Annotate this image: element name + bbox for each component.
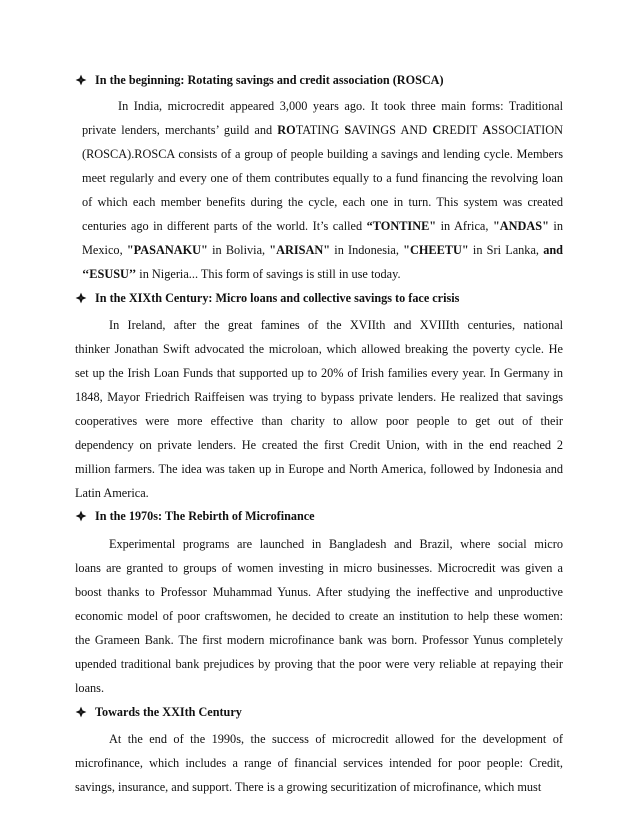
body-text-line: microfinance, which includes a range of financial services intended for poor people: Credit, (75, 756, 563, 770)
text-run: in Sri Lanka, (468, 243, 544, 257)
bold-text-run: "ANDAS" (492, 219, 549, 233)
text-run: in Indonesia, (330, 243, 404, 257)
body-text-line (82, 242, 563, 258)
diamond-bullet-icon (75, 706, 87, 718)
bold-text-run: "PASANAKU" (126, 243, 208, 257)
text-run: SSOCIATION (491, 123, 563, 137)
text-run: REDIT (441, 123, 483, 137)
section-heading-text: In the XIXth Century: Micro loans and collective savings to face crisis (95, 291, 460, 305)
bold-text-run: C (432, 123, 442, 137)
body-text-line: In India, microcredit appeared 3,000 years ago. It took three main forms: Traditional (118, 99, 563, 113)
bold-text-run: ‘‘ESUSU’’ (82, 267, 137, 281)
body-text-line: meet regularly and every one of them contributes equally to a fund financing the revolving loan (82, 171, 563, 185)
body-text-line: loans. (75, 681, 105, 695)
body-text-line (82, 266, 563, 282)
text-run: Mexico, (82, 243, 127, 257)
text-run: in Nigeria... This form of savings is still in use today. (136, 267, 401, 281)
text-run: in Bolivia, (207, 243, 270, 257)
section-heading (75, 290, 459, 306)
bold-text-run: RO (277, 123, 296, 137)
body-text-line: boost thanks to Professor Muhammad Yunus. After studying the ineffective and unproductive (75, 585, 563, 599)
body-text-line (82, 218, 563, 234)
body-text-line: loans are granted to groups of women investing in micro businesses. Microcredit was given a (75, 561, 563, 575)
text-run: TATING (295, 123, 345, 137)
body-text-line: In Ireland, after the great famines of the XVIIth and XVIIIth centuries, national (109, 318, 563, 332)
text-run: in Africa, (436, 219, 493, 233)
body-text-line: cooperatives were more effective than charity to allow poor people to get out of their (75, 414, 563, 428)
diamond-bullet-icon (75, 292, 87, 304)
bold-text-run: "CHEETU" (403, 243, 469, 257)
body-text-line: million farmers. The idea was taken up in Europe and North America, followed by Indonesia and (75, 462, 563, 476)
diamond-bullet-icon (75, 510, 87, 522)
body-text-line (82, 122, 563, 138)
bold-text-run: A (482, 123, 492, 137)
body-text-line: 1848, Mayor Friedrich Raiffeisen was trying to bypass private lenders. He realized that savings (75, 390, 563, 404)
body-text-line: (ROSCA).ROSCA consists of a group of people building a savings and lending cycle. Members (82, 147, 563, 161)
text-run: in (548, 219, 563, 233)
body-text-line: economic model of poor craftswomen, he decided to create an institution to help these women: (75, 609, 563, 623)
bold-text-run: S (344, 123, 352, 137)
text-run: centuries ago in different parts of the world. It’s called (82, 219, 367, 233)
bold-text-run: and (543, 243, 564, 257)
body-text-line: Latin America. (75, 486, 149, 500)
section-heading-text: In the 1970s: The Rebirth of Microfinance (95, 509, 315, 523)
body-text-line: upended traditional bank prejudices by proving that the poor were very reliable at repaying their (75, 657, 563, 671)
bold-text-run: "ARISAN" (269, 243, 331, 257)
body-text-line: dependency on private lenders. He created the first Credit Union, with in the end reached 2 (75, 438, 563, 452)
section-heading (75, 72, 444, 88)
diamond-bullet-icon (75, 74, 87, 86)
body-text-line: savings, insurance, and support. There is a growing securitization of microfinance, which must (75, 780, 542, 794)
body-text-line: At the end of the 1990s, the success of microcredit allowed for the development of (109, 732, 563, 746)
body-text-line: thinker Jonathan Swift advocated the microloan, which allowed breaking the poverty cycle. He (75, 342, 563, 356)
body-text-line: of which each member benefits during the cycle, each one in turn. This system was created (82, 195, 563, 209)
section-heading (75, 704, 242, 720)
section-heading-text: Towards the XXIth Century (95, 705, 242, 719)
text-run: private lenders, merchants’ guild and (82, 123, 278, 137)
section-heading-text: In the beginning: Rotating savings and credit association (ROSCA) (95, 73, 444, 87)
body-text-line: set up the Irish Loan Funds that supported up to 20% of Irish families every year. In Germany in (75, 366, 563, 380)
text-run: AVINGS AND (351, 123, 433, 137)
bold-text-run: “TONTINE" (366, 219, 437, 233)
section-heading (75, 508, 315, 524)
body-text-line: Experimental programs are launched in Bangladesh and Brazil, where social micro (109, 537, 563, 551)
body-text-line: the Grameen Bank. The first modern microfinance bank was born. Professor Yunus completely (75, 633, 563, 647)
